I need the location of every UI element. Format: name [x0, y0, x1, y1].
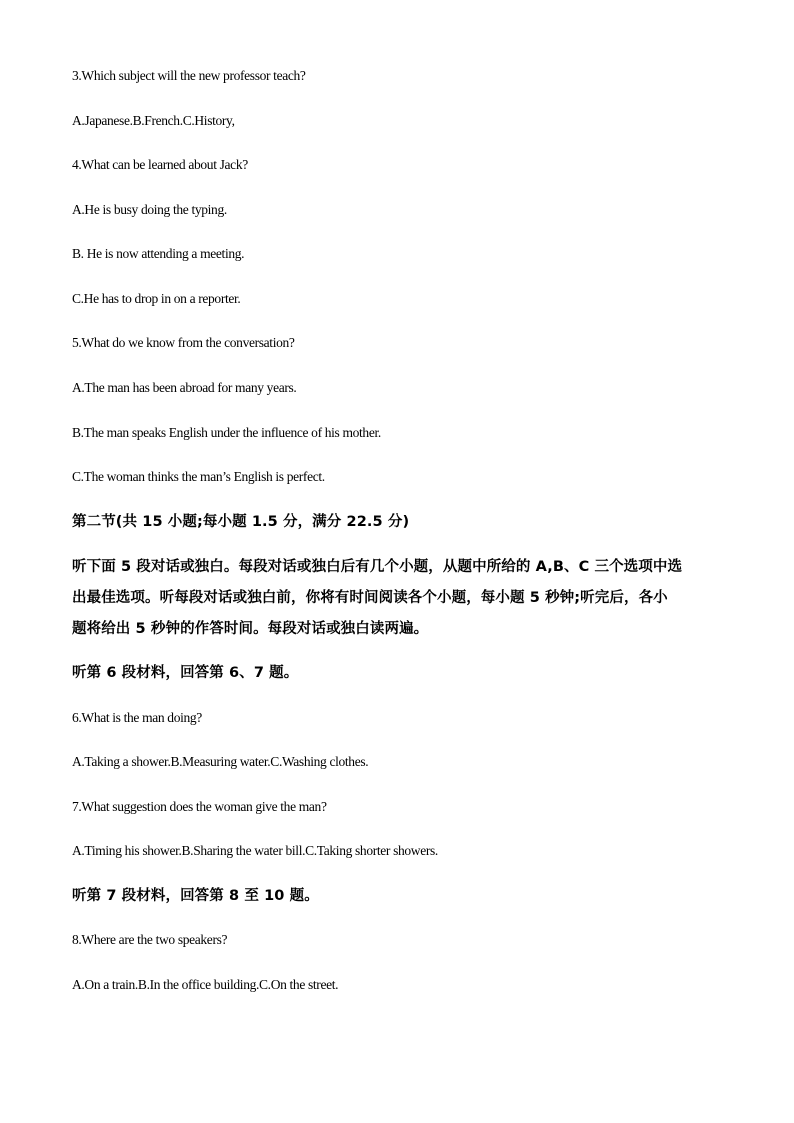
section-2-instructions-line-3: 题将给出 5 秒钟的作答时间。每段对话或独白读两遍。	[72, 621, 429, 637]
question-5-option-b: B.The man speaks English under the influence of his mother.	[72, 425, 381, 440]
section-2-instructions-line-1: 听下面 5 段对话或独白。每段对话或独白后有几个小题，从题中所给的 A,B、C 三个选项中选	[72, 559, 683, 575]
question-4-option-c: C.He has to drop in on a reporter.	[72, 291, 241, 306]
question-5-option-c: C.The woman thinks the man’s English is perfect.	[72, 469, 325, 484]
question-5: 5.What do we know from the conversation?	[72, 335, 295, 350]
question-8-options: A.On a train.B.In the office building.C.On the street.	[72, 977, 339, 992]
question-8: 8.Where are the two speakers?	[72, 932, 228, 947]
section-2-instructions-line-2: 出最佳选项。听每段对话或独白前，你将有时间阅读各个小题，每小题 5 秒钟;听完后，各小	[72, 590, 668, 606]
question-6-options: A.Taking a shower.B.Measuring water.C.Washing clothes.	[72, 754, 369, 769]
question-5-option-a: A.The man has been abroad for many years.	[72, 380, 297, 395]
question-4-option-b: B. He is now attending a meeting.	[72, 246, 245, 261]
question-3: 3.Which subject will the new professor teach?	[72, 68, 306, 83]
material-6-heading: 听第 6 段材料，回答第 6、7 题。	[72, 665, 299, 681]
question-7: 7.What suggestion does the woman give the man?	[72, 799, 327, 814]
section-2-heading: 第二节(共 15 小题;每小题 1.5 分，满分 22.5 分)	[72, 514, 410, 530]
question-3-options: A.Japanese.B.French.C.History,	[72, 113, 235, 128]
question-4: 4.What can be learned about Jack?	[72, 157, 248, 172]
material-7-heading: 听第 7 段材料，回答第 8 至 10 题。	[72, 888, 319, 904]
question-6: 6.What is the man doing?	[72, 710, 202, 725]
question-7-options: A.Timing his shower.B.Sharing the water bill.C.Taking shorter showers.	[72, 843, 438, 858]
question-4-option-a: A.He is busy doing the typing.	[72, 202, 227, 217]
